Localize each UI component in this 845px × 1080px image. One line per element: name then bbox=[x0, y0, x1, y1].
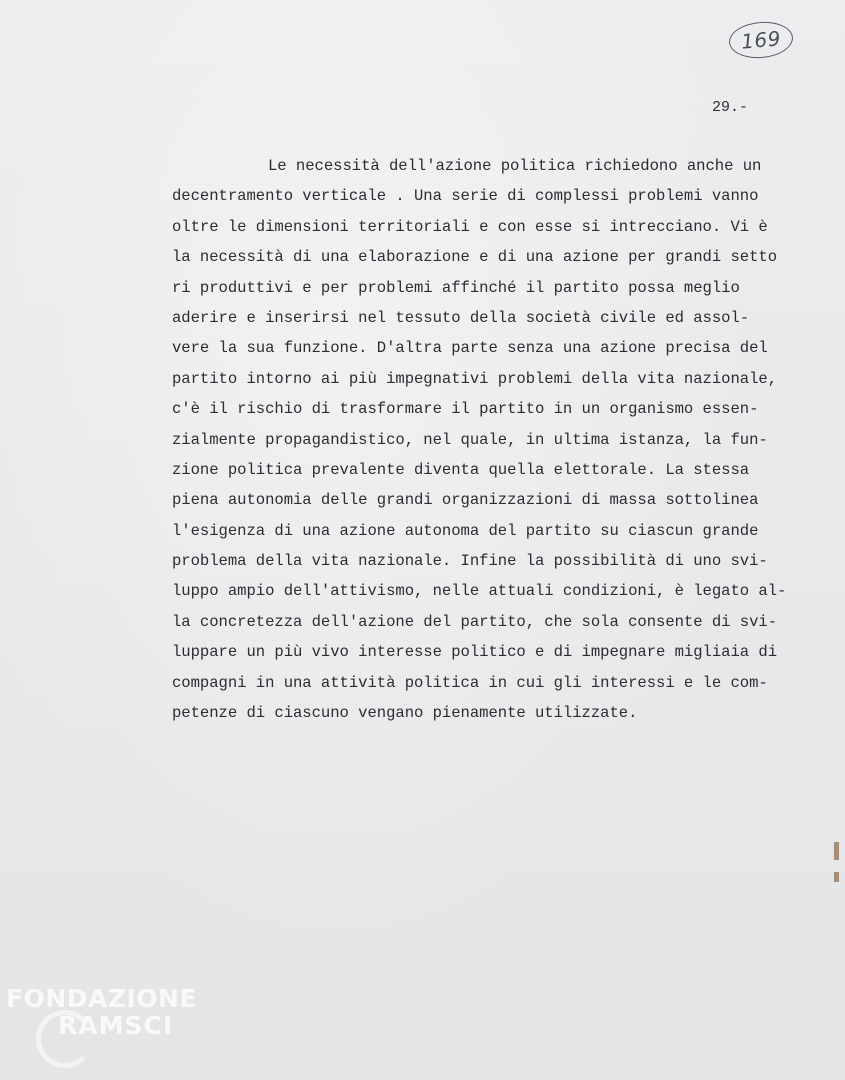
text-line: la concretezza dell'azione del partito, che sola consente di svi- bbox=[172, 612, 778, 631]
text-line: aderire e inserirsi nel tessuto della società civile ed assol- bbox=[172, 308, 750, 327]
text-line: oltre le dimensioni territoriali e con esse si intrecciano. Vi è bbox=[172, 217, 768, 236]
text-line: decentramento verticale . Una serie di complessi problemi vanno bbox=[172, 187, 759, 206]
text-line: la necessità di una elaborazione e di una azione per grandi setto bbox=[172, 248, 778, 267]
text-line: luppo ampio dell'attivismo, nelle attuali condizioni, è legato al- bbox=[172, 582, 787, 601]
text-line: zialmente propagandistico, nel quale, in ultima istanza, la fun- bbox=[172, 430, 768, 449]
archive-number-stamp bbox=[728, 19, 795, 60]
foundation-watermark-logo bbox=[6, 986, 197, 1038]
typed-paragraph bbox=[172, 151, 832, 728]
watermark-g-emblem bbox=[36, 1010, 94, 1068]
text-line: partito intorno ai più impegnativi problemi della vita nazionale, bbox=[172, 369, 778, 388]
text-line: problema della vita nazionale. Infine la possibilità di uno svi- bbox=[172, 552, 768, 571]
watermark-line-1: FONDAZIONE bbox=[6, 984, 198, 1013]
text-line: c'è il rischio di trasformare il partito in un organismo essen- bbox=[172, 400, 759, 419]
text-line: petenze di ciascuno vengano pienamente utilizzate. bbox=[172, 704, 638, 723]
paper-edge-mark bbox=[834, 842, 839, 860]
text-line: piena autonomia delle grandi organizzazioni di massa sottolinea bbox=[172, 491, 759, 510]
watermark-line-2: RAMSCI bbox=[58, 1011, 174, 1040]
text-line: ri produttivi e per problemi affinché il partito possa meglio bbox=[172, 278, 740, 297]
page-number: 29.- bbox=[712, 99, 749, 116]
paper-edge-mark bbox=[834, 872, 839, 882]
text-line: l'esigenza di una azione autonoma del partito su ciascun grande bbox=[172, 521, 759, 540]
archive-number: 169 bbox=[740, 26, 782, 54]
text-line: vere la sua funzione. D'altra parte senza una azione precisa del bbox=[172, 339, 768, 358]
text-line: zione politica prevalente diventa quella elettorale. La stessa bbox=[172, 460, 750, 479]
text-line: compagni in una attività politica in cui gli interessi e le com- bbox=[172, 673, 768, 692]
text-line: luppare un più vivo interesse politico e di impegnare migliaia di bbox=[172, 643, 778, 662]
text-line: Le necessità dell'azione politica richiedono anche un bbox=[268, 157, 762, 175]
